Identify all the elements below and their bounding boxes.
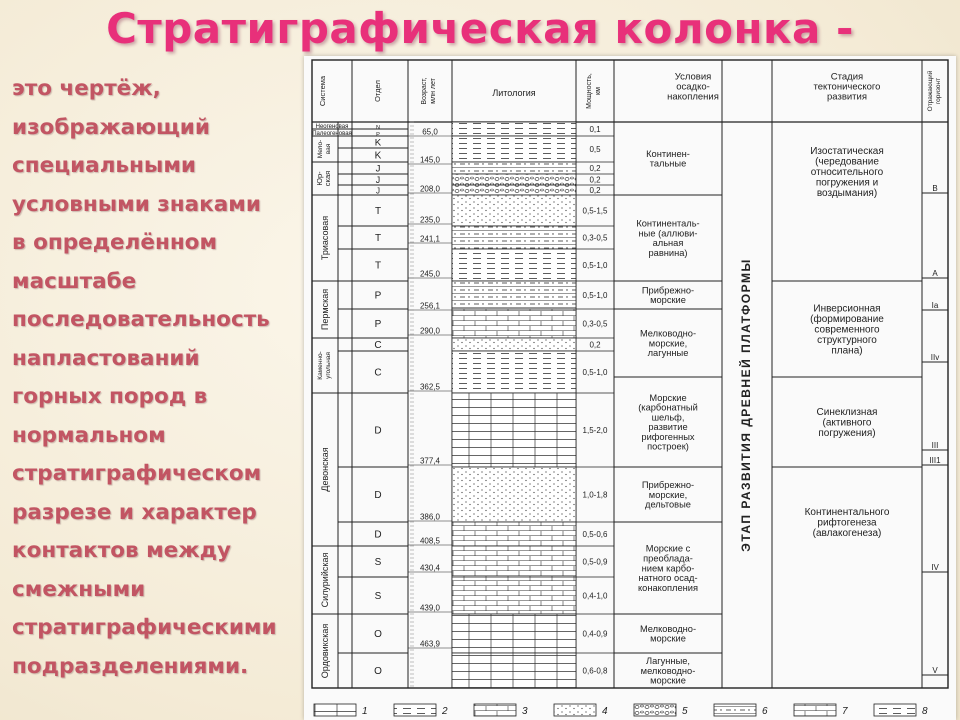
horizon-label: III1 — [929, 456, 941, 465]
conditions-label: Мелководно-морские — [639, 623, 697, 644]
thickness-value: 0,1 — [589, 125, 601, 134]
lithology-layer — [452, 185, 576, 195]
definition-line: это чертёж, — [12, 76, 161, 101]
system-label: Силурийская — [320, 552, 330, 608]
thickness-value: 0,5-1,0 — [582, 261, 608, 270]
division-label: P — [374, 319, 382, 330]
lithology-layer — [452, 136, 576, 162]
age-value: 65,0 — [422, 127, 438, 137]
thickness-value: 0,5-1,0 — [582, 368, 608, 377]
thickness-value: 0,3-0,5 — [582, 319, 608, 329]
system-label: Палеогеновая — [312, 130, 352, 137]
legend-number: 6 — [762, 706, 768, 717]
conditions-label: Лагунные, мелководно-морские — [640, 655, 696, 686]
thickness-value: 0,5-0,9 — [582, 557, 608, 567]
definition-line: специальными — [12, 153, 196, 178]
legend-swatch — [554, 704, 596, 716]
definition-line: стратиграфическими — [12, 615, 277, 640]
definition-line: стратиграфическом — [12, 461, 262, 486]
horizon-label: V — [932, 666, 938, 675]
horizon-label: Ia — [931, 301, 939, 310]
division-label: D — [374, 425, 382, 437]
definition-line: контактов между — [12, 538, 232, 563]
age-value: 235,0 — [419, 215, 441, 225]
lithology-layer — [452, 338, 576, 351]
system-label: Каменно-угольная — [317, 351, 332, 380]
thickness-value: 0,4-1,0 — [582, 591, 608, 601]
definition-line: смежными — [12, 576, 146, 602]
age-value: 245,0 — [419, 269, 441, 279]
definition-line: в определённом — [12, 230, 218, 255]
header-stage: Стадия тектонического развития — [813, 71, 881, 103]
age-value: 256,1 — [419, 301, 441, 311]
definition-line: изображающий — [12, 114, 210, 140]
age-value: 377,4 — [419, 456, 441, 466]
stage-label: Континентального рифтогенеза (авлакогенеза) — [804, 507, 890, 539]
division-label: K — [374, 137, 382, 149]
lithology-layer — [452, 249, 576, 281]
division-label: T — [374, 206, 382, 217]
division-label: D — [374, 529, 382, 541]
header-horizon: Отражающийгоризонт — [927, 70, 942, 112]
lithology-layer — [452, 174, 576, 185]
system-label: Пермская — [320, 288, 330, 331]
division-label: P — [374, 290, 382, 302]
conditions-label: Прибрежно-морские — [641, 285, 695, 306]
definition-line: разрезе и характер — [12, 499, 257, 525]
system-label: Девонская — [320, 447, 330, 492]
division-label: P — [376, 132, 380, 138]
lithology-layer — [452, 546, 576, 577]
age-value: 290,0 — [419, 326, 441, 336]
division-label: K — [374, 150, 382, 162]
stratigraphic-column-figure — [304, 56, 956, 720]
stage-label: Изостатическая (чередование относительного погружения и воздымания) — [810, 146, 884, 199]
division-label: N — [375, 125, 381, 131]
thickness-value: 0,5-1,5 — [582, 206, 608, 216]
age-value: 439,0 — [419, 603, 441, 613]
conditions-label: Морские с преоблада-нием карбо-натного осад-конакопления — [638, 543, 698, 593]
header-lithology: Литология — [492, 88, 536, 99]
lithology-layer — [452, 577, 576, 614]
platform-stage-label: ЭТАП РАЗВИТИЯ ДРЕВНЕЙ ПЛАТФОРМЫ — [739, 258, 753, 552]
definition-line: подразделениями. — [12, 653, 249, 679]
horizon-label: В — [932, 184, 938, 193]
thickness-value: 0,4-0,9 — [582, 629, 608, 639]
division-label: J — [376, 186, 380, 196]
lithology-layer — [452, 522, 576, 546]
division-label: S — [374, 591, 382, 602]
age-value: 145,0 — [419, 155, 441, 165]
thickness-value: 0,5 — [589, 145, 601, 154]
header-conditions: Условия осадко-накопления — [667, 71, 719, 103]
age-value: 208,0 — [419, 184, 441, 194]
division-label: S — [374, 557, 382, 568]
header-system: Система — [318, 75, 327, 107]
slide-title: Стратиграфическая колонка - — [106, 4, 854, 53]
lithology-layer — [452, 309, 576, 338]
legend-number: 3 — [522, 706, 528, 717]
conditions-label: Континен-тальные — [646, 148, 690, 169]
header-thickness: Мощность, км — [586, 73, 602, 109]
definition-line: последовательность — [12, 307, 270, 332]
horizon-label: А — [932, 269, 938, 278]
definition-line: нормальном — [12, 422, 166, 448]
system-label: Триасовая — [320, 215, 330, 261]
definition-text — [12, 70, 312, 686]
legend-swatch — [314, 704, 356, 716]
legend-number: 4 — [602, 706, 608, 717]
conditions-label: Прибрежно-морские, дельтовые — [641, 479, 695, 510]
thickness-value: 1,5-2,0 — [582, 426, 608, 435]
stratigraphic-column-table — [304, 56, 956, 720]
legend-swatch — [634, 704, 676, 716]
lithology-layer — [452, 162, 576, 174]
thickness-value: 0,3-0,5 — [582, 233, 608, 243]
age-value: 430,4 — [419, 563, 441, 573]
system-label: Юр-ская — [315, 170, 332, 187]
thickness-value: 0,2 — [589, 340, 601, 350]
legend-swatch — [874, 704, 916, 716]
division-label: J — [375, 163, 381, 175]
definition-line: горных пород в — [12, 384, 208, 409]
stage-label: Синеклизная (активного погружения) — [816, 407, 878, 439]
division-label: C — [374, 340, 382, 351]
age-value: 241,1 — [419, 234, 441, 244]
system-label: Неогеновая — [315, 123, 349, 130]
division-label: D — [374, 490, 382, 501]
age-value: 408,5 — [419, 536, 441, 546]
header-age: Возраст, млн лет — [421, 77, 437, 105]
lithology-layer — [452, 351, 576, 393]
thickness-value: 0,2 — [589, 186, 601, 195]
legend-swatch — [394, 704, 436, 716]
header-division: Отдел — [373, 80, 382, 102]
lithology-layer — [452, 393, 576, 467]
legend-number: 1 — [362, 706, 368, 717]
conditions-label: Континенталь-ные (аллюви-альная равнина) — [636, 218, 700, 258]
legend-swatch — [794, 704, 836, 716]
legend-swatch — [474, 704, 516, 716]
legend-number: 2 — [442, 706, 448, 717]
legend-number: 8 — [922, 706, 928, 717]
definition-line: условными знаками — [12, 191, 261, 217]
horizon-label: IIv — [930, 353, 940, 362]
conditions-label: Мелководно-морские, лагунные — [639, 328, 697, 359]
legend-number: 5 — [682, 706, 688, 717]
lithology-layer — [452, 281, 576, 309]
division-label: C — [374, 367, 382, 379]
thickness-value: 0,5-1,0 — [582, 291, 608, 300]
thickness-value: 0,2 — [589, 175, 601, 185]
thickness-value: 0,5-0,6 — [582, 530, 608, 539]
lithology-layer — [452, 122, 576, 136]
age-value: 463,9 — [419, 639, 441, 649]
age-value: 386,0 — [419, 512, 441, 522]
horizon-label: IV — [931, 563, 939, 572]
system-label: Мело-вая — [317, 139, 332, 159]
thickness-value: 0,6-0,8 — [582, 666, 608, 676]
lithology-layer — [452, 653, 576, 688]
stage-label: Инверсионная (формирование современного структурного плана) — [810, 303, 884, 357]
lithology-layer — [452, 195, 576, 226]
lithology-layer — [452, 614, 576, 653]
system-label: Ордовикская — [320, 623, 330, 679]
horizon-label: III — [931, 441, 939, 450]
definition-line: напластований — [12, 345, 200, 371]
division-label: T — [374, 233, 382, 244]
division-label: O — [374, 666, 382, 677]
lithology-layer — [452, 226, 576, 249]
legend-swatch — [714, 704, 756, 716]
conditions-label: Морские (карбонатный шельф, развитие рифогенных построек) — [638, 392, 698, 452]
division-label: J — [375, 175, 381, 185]
thickness-value: 0,2 — [589, 164, 601, 173]
lithology-layer — [452, 467, 576, 522]
definition-line: масштабе — [12, 268, 137, 294]
legend-number: 7 — [842, 706, 848, 717]
age-value: 362,5 — [419, 382, 441, 392]
division-label: T — [374, 260, 382, 272]
thickness-value: 1,0-1,8 — [582, 490, 608, 500]
division-label: O — [374, 629, 382, 640]
